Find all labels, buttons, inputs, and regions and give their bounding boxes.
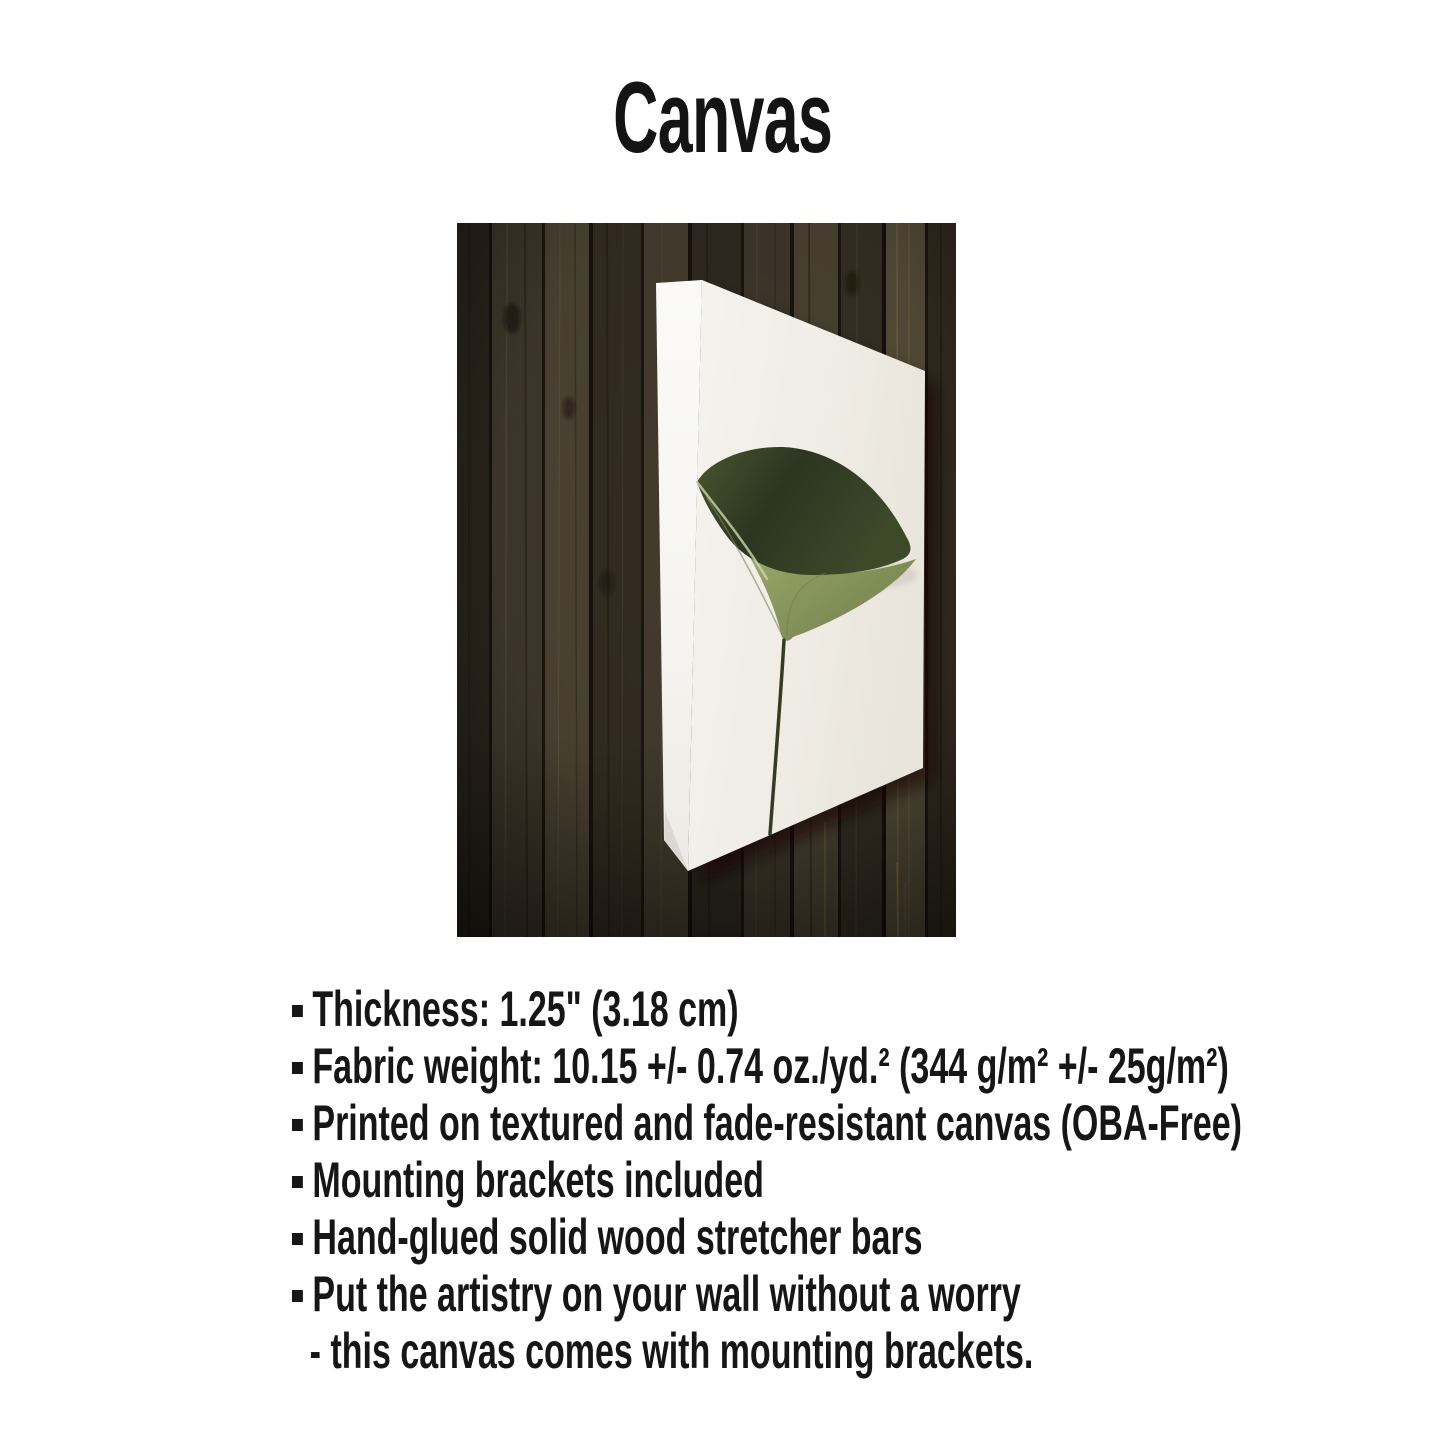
spec-item-stretcher-bars	[292, 1209, 1242, 1266]
spec-item-mounting-brackets	[292, 1152, 1242, 1209]
spec-item-fabric-weight	[292, 1038, 1242, 1095]
page-title	[0, 62, 1445, 174]
spec-item-artistry	[292, 1266, 1242, 1323]
square-bullet-icon	[292, 1005, 303, 1017]
square-bullet-icon	[292, 1233, 303, 1245]
square-bullet-icon	[292, 1176, 303, 1188]
spec-item-artistry-continued	[292, 1323, 1242, 1380]
spec-item-text: - this canvas comes with mounting brackets.	[309, 1323, 1034, 1379]
product-photo	[457, 223, 956, 937]
spec-item-text: Put the artistry on your wall without a worry	[312, 1266, 1021, 1322]
square-bullet-icon	[292, 1119, 303, 1131]
spec-item-text: Hand-glued solid wood stretcher bars	[312, 1209, 923, 1265]
square-bullet-icon	[292, 1290, 303, 1302]
canvas-print	[656, 280, 925, 871]
spec-item-text: Fabric weight: 10.15 +/- 0.74 oz./yd.² (344 g/m² +/- 25g/m²)	[312, 1038, 1229, 1094]
page-title-text: Canvas	[612, 62, 833, 174]
square-bullet-icon	[292, 1062, 303, 1074]
spec-item-text: Mounting brackets included	[312, 1152, 764, 1208]
spec-item-text: Printed on textured and fade-resistant canvas (OBA-Free)	[312, 1095, 1242, 1151]
spec-item-thickness	[292, 981, 1242, 1038]
product-photo-illustration	[457, 223, 956, 937]
spec-item-printed	[292, 1095, 1242, 1152]
specs-list	[292, 981, 1445, 1380]
spec-item-text: Thickness: 1.25" (3.18 cm)	[312, 981, 739, 1037]
